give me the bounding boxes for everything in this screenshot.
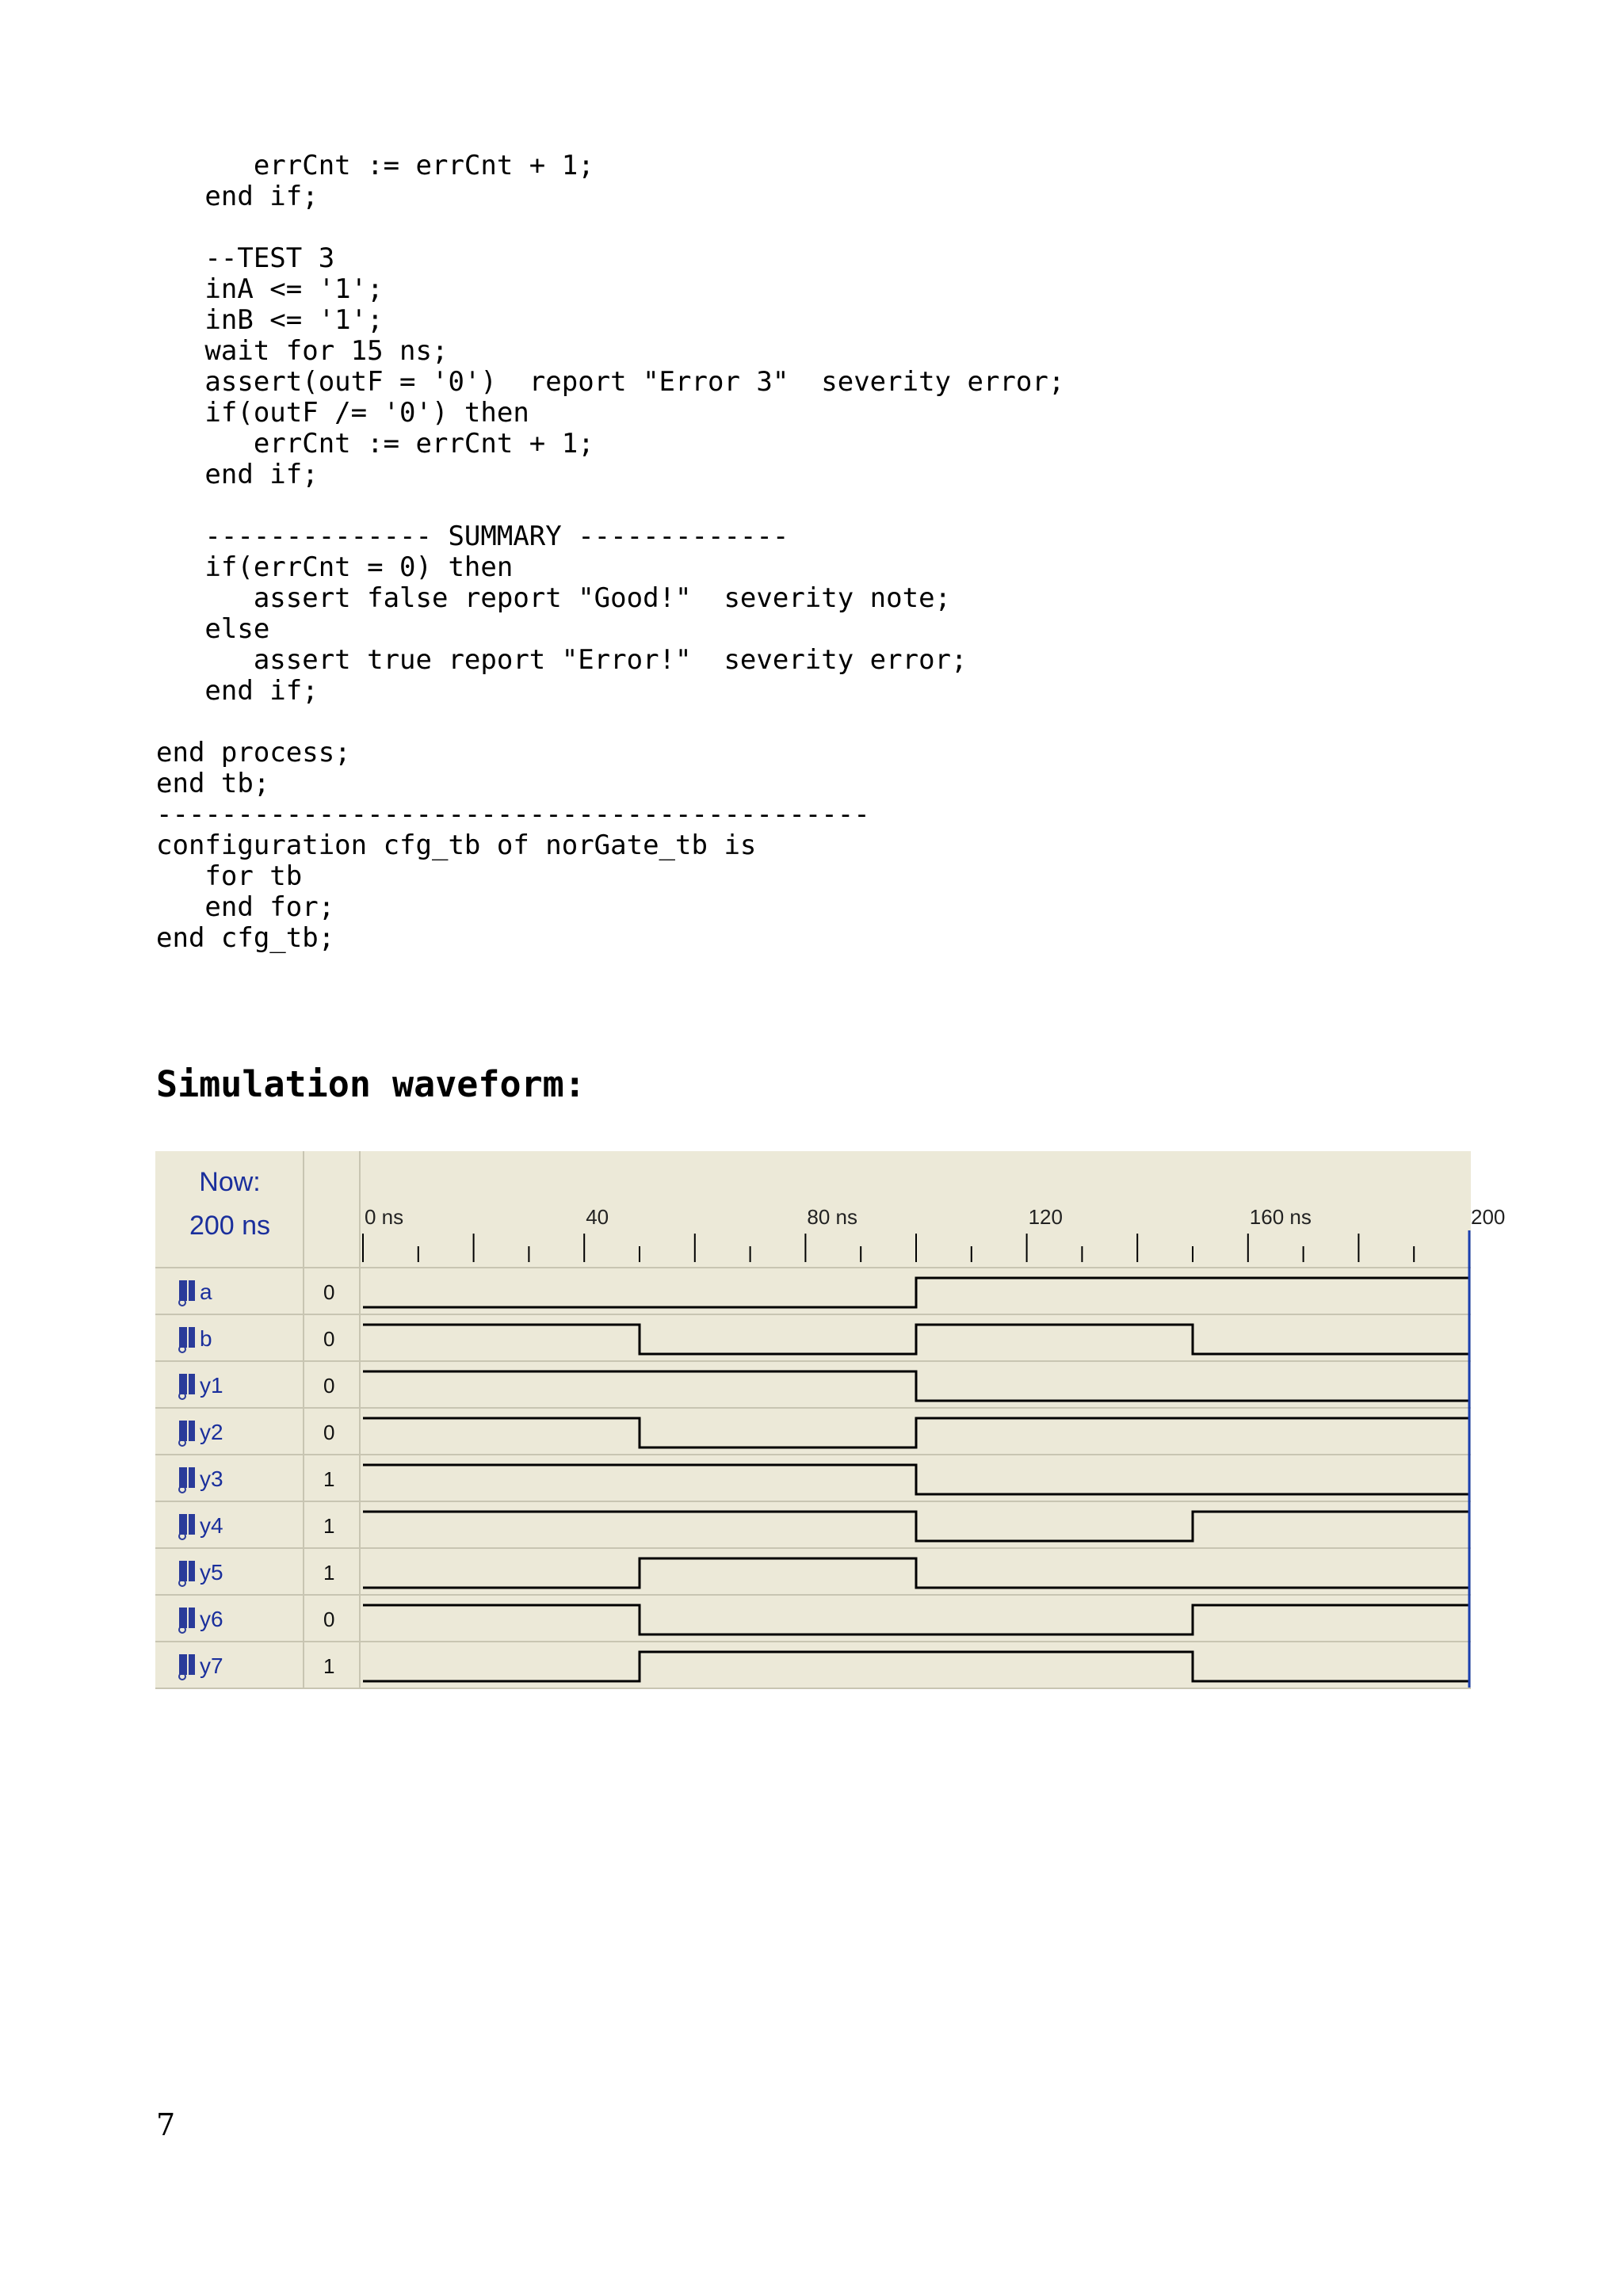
time-tick-label: 80 ns [807,1205,858,1229]
code-line [156,707,1064,738]
waveform-canvas [155,1151,1506,1688]
code-line: wait for 15 ns; [156,335,449,367]
code-line: -------------------------------------------- [156,799,870,830]
page-number: 7 [156,2107,176,2142]
signal-icon [179,1608,195,1633]
code-line: assert(outF = '0') report "Error 3" severity error; [156,366,1065,398]
signal-trace [363,1558,1469,1588]
signal-trace [363,1325,1469,1354]
signal-trace [363,1371,1469,1401]
code-line: --TEST 3 [156,242,335,274]
signal-icon [179,1327,195,1352]
code-line: else [156,613,270,645]
code-line: assert false report "Good!" severity note; [156,582,952,614]
code-line: end for; [156,891,335,923]
signal-trace [363,1465,1469,1494]
code-line: end cfg_tb; [156,922,335,954]
signal-trace [363,1652,1469,1681]
signal-trace [363,1605,1469,1634]
signal-value: 1 [323,1514,335,1538]
code-line: for tb [156,860,303,892]
signal-name: y1 [200,1373,223,1398]
code-line: end if; [156,675,319,707]
code-line: inA <= '1'; [156,273,384,305]
code-line [156,490,1064,521]
signal-trace [363,1512,1469,1541]
code-line: end tb; [156,768,270,799]
signal-name: b [200,1326,212,1351]
signal-name: y3 [200,1466,223,1491]
signal-icon [179,1421,195,1446]
now-label: Now: [199,1167,261,1197]
signal-name: y5 [200,1560,223,1585]
signal-trace [363,1278,1469,1307]
signal-value: 0 [323,1280,335,1304]
section-heading: Simulation waveform: [156,1063,586,1105]
signal-value: 1 [323,1561,335,1585]
vhdl-code-listing [156,151,1064,954]
signal-icon [179,1280,195,1306]
signal-name: y4 [200,1513,223,1538]
code-line: assert true report "Error!" severity error; [156,644,968,676]
time-tick-label: 200 [1471,1205,1506,1229]
now-value: 200 ns [189,1211,271,1241]
signal-icon [179,1654,195,1680]
signal-value: 0 [323,1327,335,1351]
code-line: end process; [156,737,351,769]
signal-name: y7 [200,1653,223,1678]
signal-value: 1 [323,1654,335,1678]
signal-name: a [200,1280,212,1304]
code-line: end if; [156,181,319,212]
signal-icon [179,1467,195,1493]
signal-value: 0 [323,1608,335,1631]
signal-value: 0 [323,1374,335,1398]
code-line: end if; [156,459,319,490]
signal-icon [179,1561,195,1586]
signal-icon [179,1374,195,1399]
signal-value: 1 [323,1467,335,1491]
code-line: configuration cfg_tb of norGate_tb is [156,830,757,861]
signal-value: 0 [323,1421,335,1444]
code-line: if(outF /= '0') then [156,397,529,429]
code-line: errCnt := errCnt + 1; [156,150,594,181]
time-tick-label: 0 ns [365,1205,404,1229]
time-tick-label: 120 [1028,1205,1063,1229]
code-line: -------------- SUMMARY ------------- [156,521,789,552]
signal-name: y6 [200,1607,223,1631]
time-tick-label: 160 ns [1249,1205,1312,1229]
signal-name: y2 [200,1420,223,1444]
code-line [156,212,1064,243]
signal-trace [363,1418,1469,1447]
simulation-waveform [155,1151,1506,1688]
time-tick-label: 40 [586,1205,609,1229]
signal-icon [179,1514,195,1539]
code-line: errCnt := errCnt + 1; [156,428,594,460]
code-line: inB <= '1'; [156,304,384,336]
code-line: if(errCnt = 0) then [156,551,514,583]
